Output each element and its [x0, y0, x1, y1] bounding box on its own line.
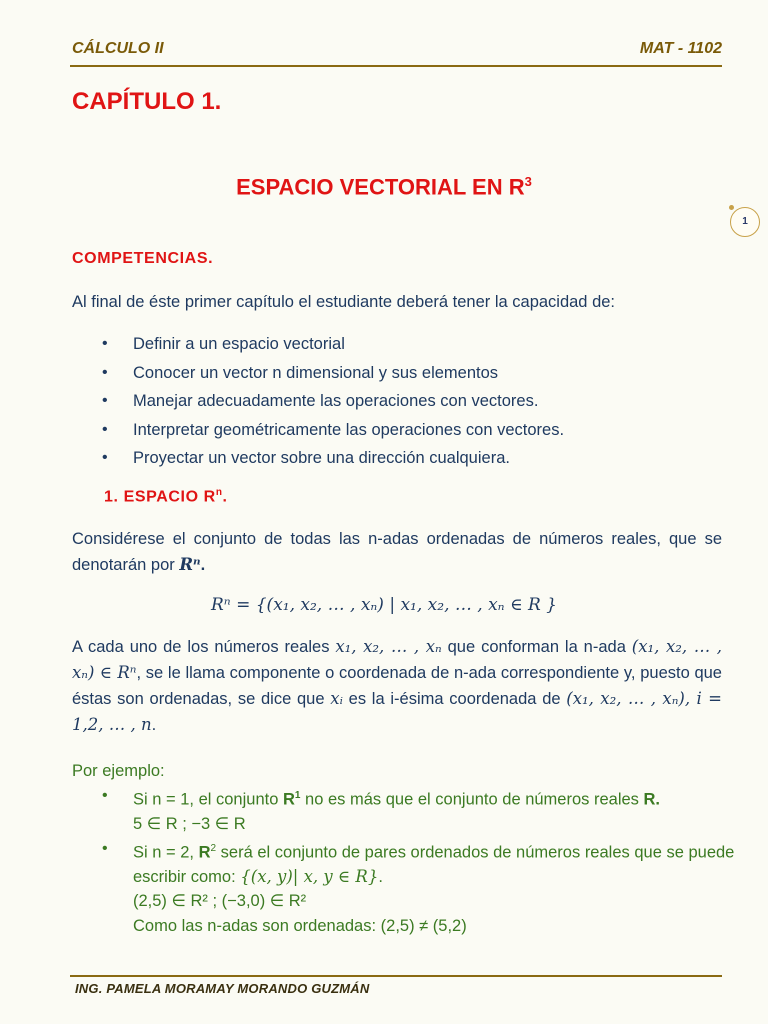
- footer-author: ING. PAMELA MORAMAY MORANDO GUZMÁN: [75, 981, 370, 996]
- p1-text: Considérese el conjunto de todas las n-adas ordenadas de números reales, que se denotarán por: [72, 530, 722, 574]
- p2-text-b: que conforman la n-ada: [441, 638, 632, 656]
- list-item: • Interpretar geométricamente las operaciones con vectores.: [72, 416, 564, 445]
- ex2-end: .: [378, 867, 383, 886]
- header-rule: [70, 65, 722, 67]
- p1-end: .: [200, 556, 206, 574]
- p2-text-a: A cada uno de los números reales: [72, 638, 336, 656]
- p2-math-4: (x₁, x₂, … , xₙ), i = 1,2, … , n: [72, 689, 722, 734]
- title-text: ESPACIO VECTORIAL EN R: [236, 174, 525, 200]
- competencias-list: [72, 330, 564, 473]
- p2-math-2: (x₁, x₂, … , xₙ) ∈ Rⁿ: [72, 637, 723, 682]
- ex1-bold-2: R.: [643, 790, 661, 809]
- p2-text-d: es la i-ésima coordenada de: [342, 690, 567, 708]
- ex2-line3: Como las n-adas son ordenadas: (2,5) ≠ (5,2): [133, 916, 467, 935]
- page-badge-dot: [729, 205, 734, 210]
- list-item: [72, 837, 762, 939]
- ex2-math: {(x, y)| x, y ∈ R}: [240, 866, 379, 886]
- header-course: CÁLCULO II: [72, 40, 164, 57]
- chapter-heading: CAPÍTULO 1.: [72, 88, 222, 115]
- document-title: [0, 174, 768, 200]
- ex2-line2: (2,5) ∈ R² ; (−3,0) ∈ R²: [133, 892, 307, 910]
- p2-math-1: x₁, x₂, … , xₙ: [335, 637, 442, 656]
- example-intro: Por ejemplo:: [72, 762, 165, 780]
- ex2-text-b: será el conjunto de pares ordenados de números reales que se puede escribir como:: [133, 843, 735, 886]
- ex2-bold: R: [198, 843, 211, 861]
- list-item: [72, 784, 762, 837]
- list-item: • Definir a un espacio vectorial: [72, 330, 564, 359]
- section1-heading-end: .: [222, 488, 228, 506]
- p2-text-c: , se le llama componente o coordenada de n-ada correspondiente y, puesto que éstas son ordenadas, se dice que: [72, 664, 722, 708]
- competencias-intro: Al final de éste primer capítulo el estudiante deberá tener la capacidad de:: [72, 293, 616, 311]
- ex1-sup: 1: [294, 790, 301, 801]
- section1-heading: [104, 487, 228, 506]
- ex1-text-b: no es más que el conjunto de números reales: [300, 790, 644, 809]
- page-number-badge: 1: [730, 207, 760, 237]
- list-item: • Conocer un vector n dimensional y sus elementos: [72, 359, 564, 388]
- ex2-sup: 2: [210, 842, 217, 854]
- section1-heading-text: 1. ESPACIO R: [104, 488, 216, 506]
- competencias-heading: COMPETENCIAS.: [72, 250, 214, 267]
- example-list: [72, 784, 762, 938]
- section1-paragraph-1: [72, 526, 722, 578]
- p1-math: Rⁿ: [179, 555, 201, 574]
- footer-rule: [70, 975, 722, 977]
- ex1-text-a: Si n = 1, el conjunto: [133, 790, 283, 809]
- ex1-line2: 5 ∈ R ; −3 ∈ R: [133, 815, 246, 833]
- section1-heading-sup: n: [215, 487, 223, 498]
- p2-math-3: xᵢ: [330, 689, 343, 708]
- title-superscript: 3: [524, 174, 532, 189]
- section1-paragraph-2: [72, 634, 722, 738]
- list-item: • Manejar adecuadamente las operaciones con vectores.: [72, 387, 564, 416]
- list-item: • Proyectar un vector sobre una dirección cualquiera.: [72, 444, 564, 473]
- rn-definition-equation: Rⁿ = {(x₁, x₂, … , xₙ) | x₁, x₂, … , xₙ ∈ R }: [211, 595, 557, 615]
- ex1-bold: R: [282, 790, 295, 809]
- header-code: MAT - 1102: [639, 40, 722, 57]
- ex2-text-a: Si n = 2,: [133, 843, 199, 861]
- p2-end: .: [151, 716, 157, 734]
